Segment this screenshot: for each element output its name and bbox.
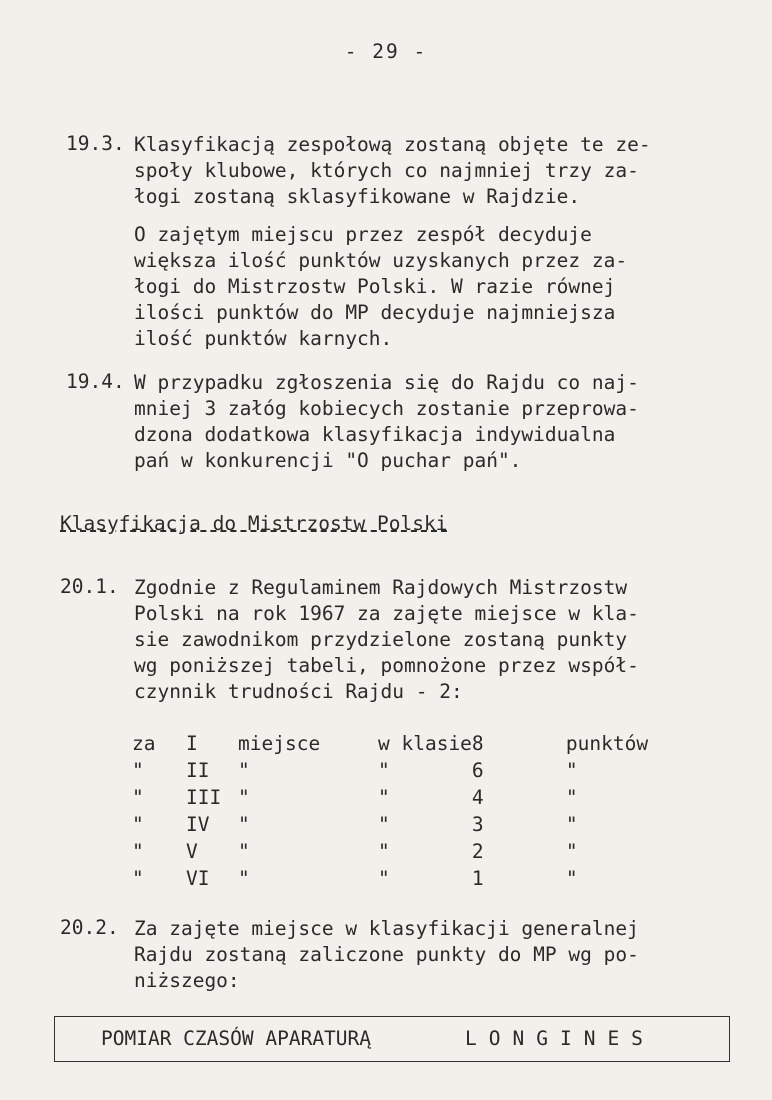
table-cell: " — [565, 759, 578, 782]
table-cell: " — [238, 840, 250, 863]
table-cell: " — [238, 867, 250, 890]
section-number: 19.3. — [66, 132, 125, 155]
table-cell: 4 — [471, 786, 484, 809]
text-line: Rajdu zostaną zaliczone punkty do MP wg po- — [134, 943, 639, 966]
table-cell: " — [132, 813, 144, 836]
text-line: czynnik trudności Rajdu - 2: — [134, 680, 463, 703]
table-cell: w klasie — [378, 732, 472, 755]
table-cell: " — [378, 867, 390, 890]
text-line: wg poniższej tabeli, pomnożone przez współ- — [134, 654, 639, 677]
section-text — [134, 222, 734, 352]
table-cell: VI — [186, 867, 210, 890]
table-cell: " — [132, 759, 144, 782]
table-row — [132, 784, 666, 811]
section-number: 19.4. — [66, 370, 125, 393]
table-cell: 8 — [471, 732, 484, 755]
table-row — [132, 730, 666, 757]
table-cell: 1 — [471, 867, 484, 890]
table-cell: V — [186, 840, 198, 863]
text-line: O zajętym miejscu przez zespół decyduje — [134, 223, 592, 246]
table-cell: punktów — [565, 732, 649, 755]
text-line: Polski na rok 1967 za zajęte miejsce w kla- — [134, 602, 639, 625]
section-text — [134, 370, 734, 474]
table-cell: miejsce — [238, 732, 321, 755]
table-cell: IV — [186, 813, 210, 836]
table-cell: " — [238, 759, 250, 782]
table-cell: " — [132, 786, 144, 809]
text-line: Klasyfikacją zespołową zostaną objęte te ze- — [134, 133, 651, 156]
section-number: 20.2. — [60, 916, 119, 939]
text-line: łogi zostaną sklasyfikowane w Rajdzie. — [134, 185, 581, 208]
text-line: ilość punktów karnych. — [134, 327, 393, 350]
section-text — [134, 132, 734, 210]
table-cell: III — [186, 786, 222, 809]
text-line: większa ilość punktów uzyskanych przez za- — [134, 249, 628, 272]
table-cell: " — [565, 840, 578, 863]
table-cell: " — [378, 759, 390, 782]
text-line: łogi do Mistrzostw Polski. W razie równej — [134, 275, 616, 298]
table-cell: " — [378, 813, 390, 836]
table-cell: " — [565, 813, 578, 836]
text-line: sie zawodnikom przydzielone zostaną punkty — [134, 628, 628, 651]
text-line: pań w konkurencji "O puchar pań". — [134, 449, 522, 472]
table-cell: " — [132, 867, 144, 890]
text-line: Za zajęte miejsce w klasyfikacji generalnej — [134, 917, 639, 940]
page-number: - 29 - — [344, 40, 428, 63]
table-cell: II — [186, 759, 210, 782]
table-cell: za — [132, 732, 156, 755]
text-line: dzona dodatkowa klasyfikacja indywidualna — [134, 423, 616, 446]
table-cell: " — [565, 867, 578, 890]
table-cell: 3 — [471, 813, 484, 836]
timing-footer-box — [54, 1016, 730, 1062]
table-cell: I — [186, 732, 198, 755]
text-line: społy klubowe, których co najmniej trzy za- — [134, 159, 639, 182]
table-cell: " — [378, 786, 390, 809]
table-cell: " — [378, 840, 390, 863]
table-row — [132, 811, 666, 838]
table-cell: " — [132, 840, 144, 863]
text-line: W przypadku zgłoszenia się do Rajdu co naj- — [134, 371, 639, 394]
footer-brand-text: LONGINES — [465, 1027, 655, 1050]
text-line: mniej 3 załóg kobiecych zostanie przeprowa- — [134, 397, 639, 420]
section-text — [134, 916, 734, 994]
table-cell: " — [238, 786, 250, 809]
table-row — [132, 865, 666, 892]
table-cell: 2 — [471, 840, 484, 863]
text-line: niższego: — [134, 969, 240, 992]
table-cell: " — [565, 786, 578, 809]
table-cell: " — [238, 813, 250, 836]
text-line: ilości punktów do MP decyduje najmniejsza — [134, 301, 616, 324]
section-number: 20.1. — [60, 575, 119, 598]
text-line: Zgodnie z Regulaminem Rajdowych Mistrzostw — [134, 576, 628, 599]
footer-timing-text: POMIAR CZASÓW APARATURĄ — [101, 1027, 372, 1050]
table-row — [132, 838, 666, 865]
section-text — [134, 575, 734, 705]
points-table — [132, 730, 666, 892]
table-row — [132, 757, 666, 784]
table-cell: 6 — [471, 759, 484, 782]
section-heading: Klasyfikacja do Mistrzostw Polski — [60, 512, 448, 535]
